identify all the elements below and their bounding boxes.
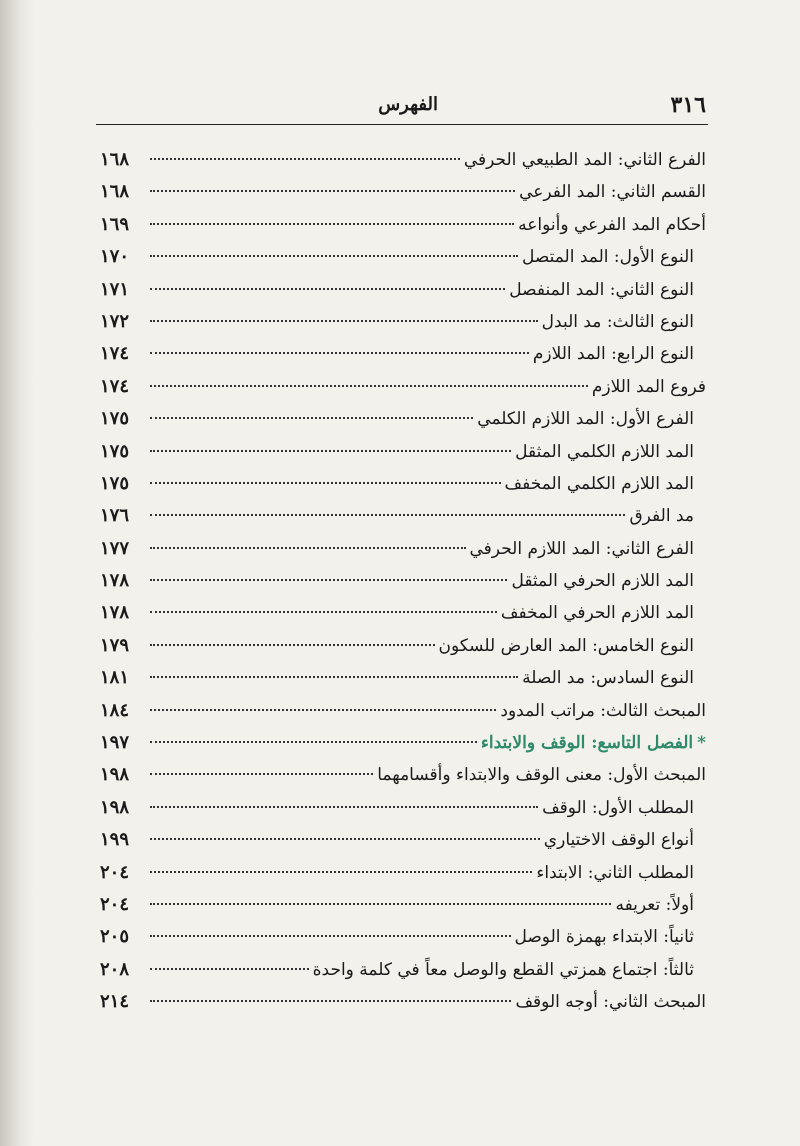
toc-page-number: ١٧٧ <box>100 537 130 559</box>
table-of-contents <box>100 144 706 1019</box>
dot-leader <box>150 255 518 257</box>
toc-entry-label <box>515 986 706 1018</box>
dot-leader <box>150 741 477 743</box>
dot-leader <box>150 676 518 678</box>
toc-entry[interactable] <box>100 565 706 597</box>
toc-entry-label <box>501 597 706 629</box>
toc-page-number: ٢٠٥ <box>100 926 130 948</box>
dot-leader <box>150 935 511 937</box>
toc-entry-label <box>518 209 706 241</box>
toc-entry-text: الفصل التاسع: الوقف والابتداء <box>480 733 694 754</box>
toc-entry-text: المبحث الأول: معنى الوقف والابتداء وأقسامهما <box>377 765 706 786</box>
dot-leader <box>150 806 538 808</box>
toc-entry[interactable] <box>100 500 706 532</box>
toc-entry-label <box>515 921 707 953</box>
dot-leader <box>150 223 514 225</box>
toc-page-number: ١٧٤ <box>100 375 130 397</box>
dot-leader <box>150 288 505 290</box>
toc-entry[interactable] <box>100 468 706 500</box>
toc-entry-text: المد اللازم الكلمي المخفف <box>504 473 694 494</box>
toc-entry-label <box>522 662 706 694</box>
toc-entry-label <box>464 144 706 176</box>
dot-leader <box>150 190 515 192</box>
toc-entry[interactable] <box>100 371 706 403</box>
toc-page-number: ١٦٨ <box>100 181 130 203</box>
toc-entry-label <box>477 403 706 435</box>
toc-entry-text: الفرع الأول: المد اللازم الكلمي <box>477 409 694 430</box>
toc-entry[interactable] <box>100 662 706 694</box>
toc-entry-label <box>439 630 706 662</box>
toc-page-number: ١٧٤ <box>100 343 130 365</box>
header-rule <box>96 124 708 125</box>
dot-leader <box>150 1000 511 1002</box>
toc-page-number: ١٩٨ <box>100 796 130 818</box>
toc-entry[interactable] <box>100 921 706 953</box>
toc-entry-text: المد اللازم الحرفي المخفف <box>500 603 694 624</box>
toc-entry[interactable] <box>100 209 706 241</box>
toc-entry[interactable] <box>100 533 706 565</box>
toc-entry-text: المطلب الثاني: الابتداء <box>536 862 694 883</box>
dot-leader <box>150 709 496 711</box>
toc-entry[interactable] <box>100 338 706 370</box>
toc-page-number: ١٧٩ <box>100 634 130 656</box>
toc-entry-label <box>542 792 706 824</box>
dot-leader <box>150 773 373 775</box>
toc-entry-text: النوع الأول: المد المتصل <box>521 247 694 268</box>
toc-entry-label <box>519 176 706 208</box>
toc-entry-text: ثانياً: الابتداء بهمزة الوصل <box>514 927 694 948</box>
toc-entry[interactable] <box>100 436 706 468</box>
page-number: ٣١٦ <box>670 92 706 118</box>
running-title: الفهرس <box>378 94 438 115</box>
dot-leader <box>150 514 625 516</box>
toc-entry-text: ثالثاً: اجتماع همزتي القطع والوصل معاً في كلمة واحدة <box>312 959 694 980</box>
toc-entry-label <box>615 889 706 921</box>
toc-entry-text: الفرع الثاني: المد الطبيعي الحرفي <box>463 150 706 170</box>
toc-entry-label <box>544 824 706 856</box>
toc-page-number: ١٨١ <box>100 667 130 689</box>
toc-entry-text: النوع الثالث: مد البدل <box>541 311 694 332</box>
toc-entry[interactable] <box>100 144 706 176</box>
dot-leader <box>150 968 309 970</box>
toc-entry-label <box>592 371 706 403</box>
toc-page-number: ١٩٩ <box>100 829 130 851</box>
dot-leader <box>150 352 529 354</box>
toc-entry-text: الفرع الثاني: المد اللازم الحرفي <box>469 538 694 559</box>
toc-entry-label <box>511 565 706 597</box>
toc-entry-text: المبحث الثالث: مراتب المدود <box>500 700 706 721</box>
toc-entry-text: النوع الرابع: المد اللازم <box>532 344 694 365</box>
toc-entry-text: المطلب الأول: الوقف <box>542 797 694 818</box>
toc-entry-label <box>536 857 706 889</box>
dot-leader <box>150 417 473 419</box>
toc-entry[interactable] <box>100 306 706 338</box>
toc-entry-label <box>522 241 706 273</box>
dot-leader <box>150 871 532 873</box>
toc-page-number: ١٧٨ <box>100 570 130 592</box>
toc-page-number: ١٩٨ <box>100 764 130 786</box>
dot-leader <box>150 903 611 905</box>
toc-entry[interactable] <box>100 792 706 824</box>
toc-entry-label <box>533 338 706 370</box>
chapter-marker: * <box>697 733 706 754</box>
toc-entry[interactable] <box>100 695 706 727</box>
dot-leader <box>150 320 538 322</box>
toc-entry-text: فروع المد اللازم <box>591 376 706 397</box>
toc-page-number: ١٧٢ <box>100 310 130 332</box>
dot-leader <box>150 450 511 452</box>
dot-leader <box>150 838 540 840</box>
toc-entry[interactable] <box>100 986 706 1018</box>
toc-page-number: ١٧٠ <box>100 246 130 268</box>
toc-entry[interactable] <box>100 824 706 856</box>
dot-leader <box>150 644 435 646</box>
toc-entry-label <box>470 533 706 565</box>
toc-entry-label <box>542 306 706 338</box>
toc-entry-label <box>515 436 706 468</box>
toc-entry[interactable] <box>100 176 706 208</box>
toc-entry-label <box>500 695 706 727</box>
dot-leader <box>150 385 588 387</box>
toc-entry[interactable] <box>100 241 706 273</box>
toc-entry[interactable] <box>100 630 706 662</box>
dot-leader <box>150 579 507 581</box>
toc-entry-label <box>509 274 706 306</box>
toc-entry-label <box>313 954 706 986</box>
toc-entry-label <box>481 727 706 759</box>
toc-entry-text: مد الفرق <box>629 506 694 527</box>
toc-entry-text: النوع السادس: مد الصلة <box>522 668 694 689</box>
toc-entry-text: أولاً: تعريفه <box>615 894 694 915</box>
toc-entry-text: المد اللازم الكلمي المثقل <box>515 441 694 462</box>
toc-entry-text: أنواع الوقف الاختياري <box>543 830 694 851</box>
toc-entry-label <box>629 500 706 532</box>
toc-entry-text: أحكام المد الفرعي وأنواعه <box>518 214 706 235</box>
toc-chapter-entry[interactable] <box>100 727 706 759</box>
toc-entry[interactable] <box>100 403 706 435</box>
toc-page-number: ١٧٦ <box>100 505 130 527</box>
toc-entry-text: المد اللازم الحرفي المثقل <box>511 571 694 592</box>
dot-leader <box>150 482 501 484</box>
toc-page-number: ٢٠٤ <box>100 893 130 915</box>
dot-leader <box>150 611 497 613</box>
toc-entry[interactable] <box>100 759 706 791</box>
toc-page-number: ١٩٧ <box>100 732 130 754</box>
toc-page-number: ١٧٥ <box>100 408 130 430</box>
toc-page-number: ١٧٥ <box>100 440 130 462</box>
toc-entry-text: المبحث الثاني: أوجه الوقف <box>515 992 706 1013</box>
dot-leader <box>150 158 460 160</box>
toc-entry-label <box>377 759 706 791</box>
toc-page-number: ٢١٤ <box>100 991 130 1013</box>
toc-entry[interactable] <box>100 274 706 306</box>
toc-page-number: ٢٠٨ <box>100 958 130 980</box>
toc-page-number: ١٦٨ <box>100 149 130 170</box>
toc-entry[interactable] <box>100 857 706 889</box>
toc-entry[interactable] <box>100 954 706 986</box>
toc-entry-text: القسم الثاني: المد الفرعي <box>519 182 706 203</box>
toc-page-number: ١٦٩ <box>100 213 130 235</box>
page-header <box>98 88 706 122</box>
toc-page-number: ١٨٤ <box>100 699 130 721</box>
toc-page-number: ١٧١ <box>100 278 130 300</box>
toc-entry-text: النوع الخامس: المد العارض للسكون <box>438 635 694 656</box>
toc-entry[interactable] <box>100 597 706 629</box>
dot-leader <box>150 547 466 549</box>
toc-entry-text: النوع الثاني: المد المنفصل <box>509 279 694 300</box>
toc-page-number: ١٧٥ <box>100 472 130 494</box>
toc-page-number: ٢٠٤ <box>100 861 130 883</box>
toc-page-number: ١٧٨ <box>100 602 130 624</box>
toc-entry-label <box>505 468 706 500</box>
toc-entry[interactable] <box>100 889 706 921</box>
